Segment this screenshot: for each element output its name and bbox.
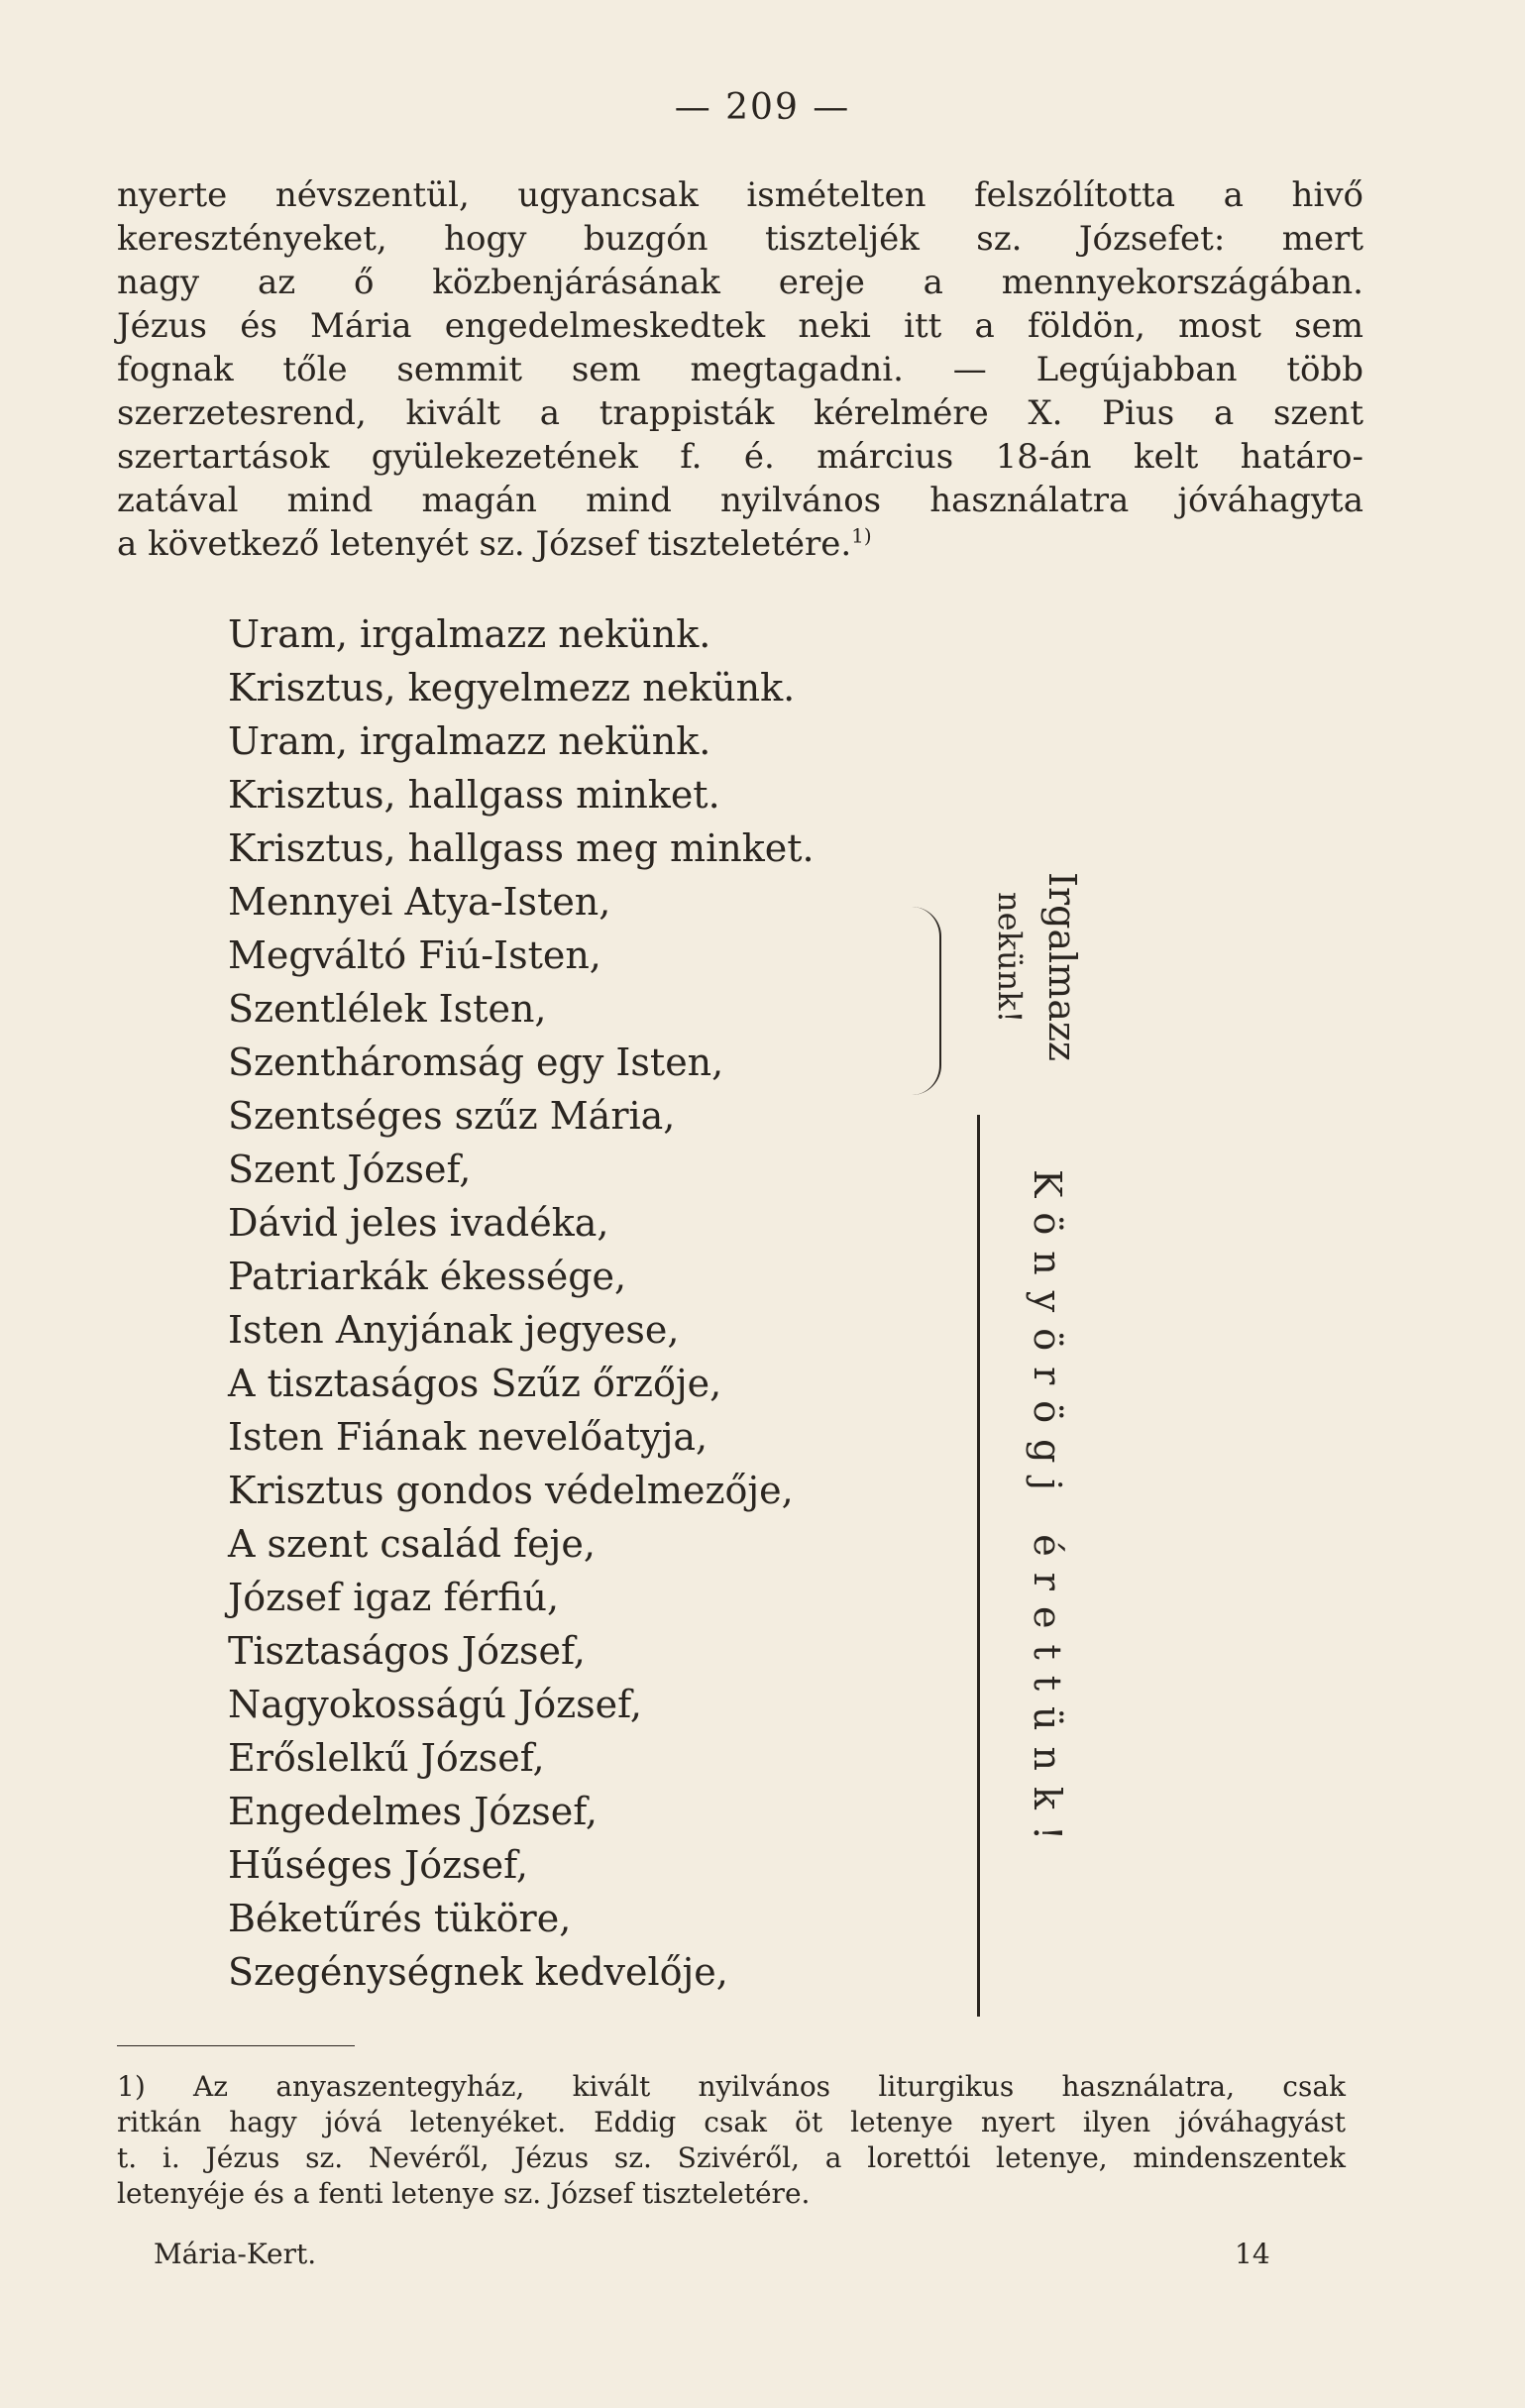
litany-line: Uram, irgalmazz nekünk. [228,719,711,763]
intro-line: nagy az ő közbenjárásának ereje a mennyekországában. [117,263,1363,302]
litany-line: Megváltó Fiú-Isten, [228,933,601,977]
litany-line: Isten Fiának nevelőatyja, [228,1415,708,1459]
brace-bottom-group [977,1115,980,2017]
intro-line: szertartások gyülekezetének f. é. március 18-án kelt határo- [117,437,1363,477]
footnote-line: ritkán hagy jóvá letenyéket. Eddig csak öt letenye nyert ilyen jóváhagyást [117,2106,1346,2138]
litany-line: Erőslelkű József, [228,1736,545,1780]
litany-line: Krisztus, hallgass meg minket. [228,826,815,870]
litany-line: A tisztaságos Szűz őrzője, [228,1362,722,1405]
intro-line: zatával mind magán mind nyilvános használatra jóváhagyta [117,481,1363,520]
footnote-line: 1) Az anyaszentegyház, kivált nyilvános liturgikus használatra, csak [117,2070,1346,2103]
footnote-divider [117,2045,355,2046]
litany-line: Szegénységnek kedvelője, [228,1950,728,1994]
litany-line: Isten Anyjának jegyese, [228,1308,680,1352]
litany-line: Szent József, [228,1148,472,1191]
signature-mark-right: 14 [1235,2238,1270,2270]
signature-mark-left: Mária-Kert. [154,2238,317,2270]
intro-line: nyerte névszentül, ugyancsak ismételten felszólította a hivő [117,175,1363,215]
litany-line: Krisztus, kegyelmezz nekünk. [228,666,796,710]
litany-line: Krisztus, hallgass minket. [228,773,720,817]
footnote-line: t. i. Jézus sz. Nevéről, Jézus sz. Szivéről, a lorettói letenye, mindenszentek [117,2141,1346,2174]
response-nekunk: nekünk! [991,892,1029,1024]
brace-top-group [910,907,941,1095]
litany-line: Patriarkák ékessége, [228,1255,627,1298]
litany [228,607,815,1999]
response-konyorogj: Könyörögj érettünk! [1026,1169,1069,1857]
litany-line: Szentséges szűz Mária, [228,1094,676,1138]
intro-line: keresztényeket, hogy buzgón tiszteljék sz. Józsefet: mert [117,219,1363,259]
litany-line: Szentháromság egy Isten, [228,1040,724,1084]
litany-line: Dávid jeles ivadéka, [228,1201,609,1245]
litany-line: A szent család feje, [228,1522,596,1566]
intro-line-text: a következő letenyét sz. József tiszteletére. [117,524,852,564]
litany-line: Uram, irgalmazz nekünk. [228,612,711,656]
footnote-line: letenyéje és a fenti letenye sz. József tiszteletére. [117,2177,811,2210]
litany-line: Nagyokosságú József, [228,1683,642,1726]
litany-line: Hűséges József, [228,1843,528,1887]
footnote-reference: 1) [851,523,872,548]
litany-line: Béketűrés tüköre, [228,1897,572,1940]
litany-line: Engedelmes József, [228,1790,599,1833]
response-irgalmazz: Irgalmazz [1040,872,1084,1062]
litany-line: József igaz férfiú, [228,1576,560,1619]
litany-line: Tisztaságos József, [228,1629,586,1673]
intro-line: Jézus és Mária engedelmeskedtek neki itt a földön, most sem [117,306,1363,346]
intro-line-last [117,522,1363,566]
litany-line: Krisztus gondos védelmezője, [228,1469,794,1512]
footnote [117,2069,1346,2212]
litany-line: Szentlélek Isten, [228,987,547,1031]
page-number: — 209 — [674,87,851,128]
litany-line: Mennyei Atya-Isten, [228,880,611,924]
intro-line: fognak tőle semmit sem megtagadni. — Legújabban több [117,350,1363,389]
intro-paragraph [117,173,1363,566]
intro-line: szerzetesrend, kivált a trappisták kérelmére X. Pius a szent [117,393,1363,433]
